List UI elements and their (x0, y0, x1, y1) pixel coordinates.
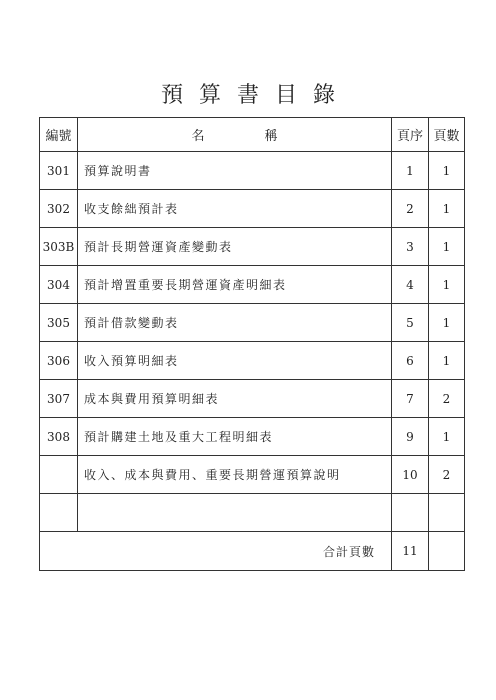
row-count: 1 (429, 190, 465, 228)
row-count (429, 494, 465, 532)
table-row (40, 266, 465, 304)
header-page-order: 頁序 (392, 118, 429, 152)
table-row (40, 304, 465, 342)
table-row (40, 342, 465, 380)
row-name: 收入、成本與費用、重要長期營運預算說明 (78, 456, 392, 494)
row-page: 10 (392, 456, 429, 494)
row-name: 預算說明書 (78, 152, 392, 190)
row-count: 1 (429, 418, 465, 456)
total-value: 11 (392, 532, 429, 571)
row-page: 2 (392, 190, 429, 228)
row-count: 1 (429, 266, 465, 304)
table-row (40, 494, 465, 532)
row-code: 308 (40, 418, 78, 456)
header-name: 名稱 (78, 118, 392, 152)
table-row (40, 228, 465, 266)
row-name: 收入預算明細表 (78, 342, 392, 380)
row-page: 5 (392, 304, 429, 342)
row-name: 收支餘絀預計表 (78, 190, 392, 228)
row-name: 預計購建土地及重大工程明細表 (78, 418, 392, 456)
table-row (40, 418, 465, 456)
row-code: 301 (40, 152, 78, 190)
header-code: 編號 (40, 118, 78, 152)
toc-table (39, 117, 465, 571)
table-row (40, 152, 465, 190)
row-code: 307 (40, 380, 78, 418)
row-page: 7 (392, 380, 429, 418)
total-label: 合計頁數 (40, 532, 392, 571)
table-row (40, 190, 465, 228)
row-name: 成本與費用預算明細表 (78, 380, 392, 418)
row-page: 4 (392, 266, 429, 304)
row-code (40, 456, 78, 494)
row-code: 303B (40, 228, 78, 266)
row-count: 1 (429, 342, 465, 380)
row-page: 1 (392, 152, 429, 190)
row-code: 306 (40, 342, 78, 380)
row-page: 9 (392, 418, 429, 456)
row-count: 1 (429, 228, 465, 266)
row-page (392, 494, 429, 532)
header-page-count: 頁數 (429, 118, 465, 152)
row-count: 2 (429, 380, 465, 418)
row-page: 6 (392, 342, 429, 380)
row-count: 1 (429, 304, 465, 342)
row-code (40, 494, 78, 532)
table-row (40, 456, 465, 494)
total-empty-cell (429, 532, 465, 571)
total-row (40, 532, 465, 571)
row-code: 302 (40, 190, 78, 228)
row-name: 預計長期營運資產變動表 (78, 228, 392, 266)
row-count: 2 (429, 456, 465, 494)
header-row (40, 118, 465, 152)
row-code: 304 (40, 266, 78, 304)
row-code: 305 (40, 304, 78, 342)
row-name: 預計借款變動表 (78, 304, 392, 342)
row-count: 1 (429, 152, 465, 190)
page-title: 預算書目錄 (160, 83, 351, 108)
row-page: 3 (392, 228, 429, 266)
row-name (78, 494, 392, 532)
row-name: 預計增置重要長期營運資產明細表 (78, 266, 392, 304)
table-row (40, 380, 465, 418)
